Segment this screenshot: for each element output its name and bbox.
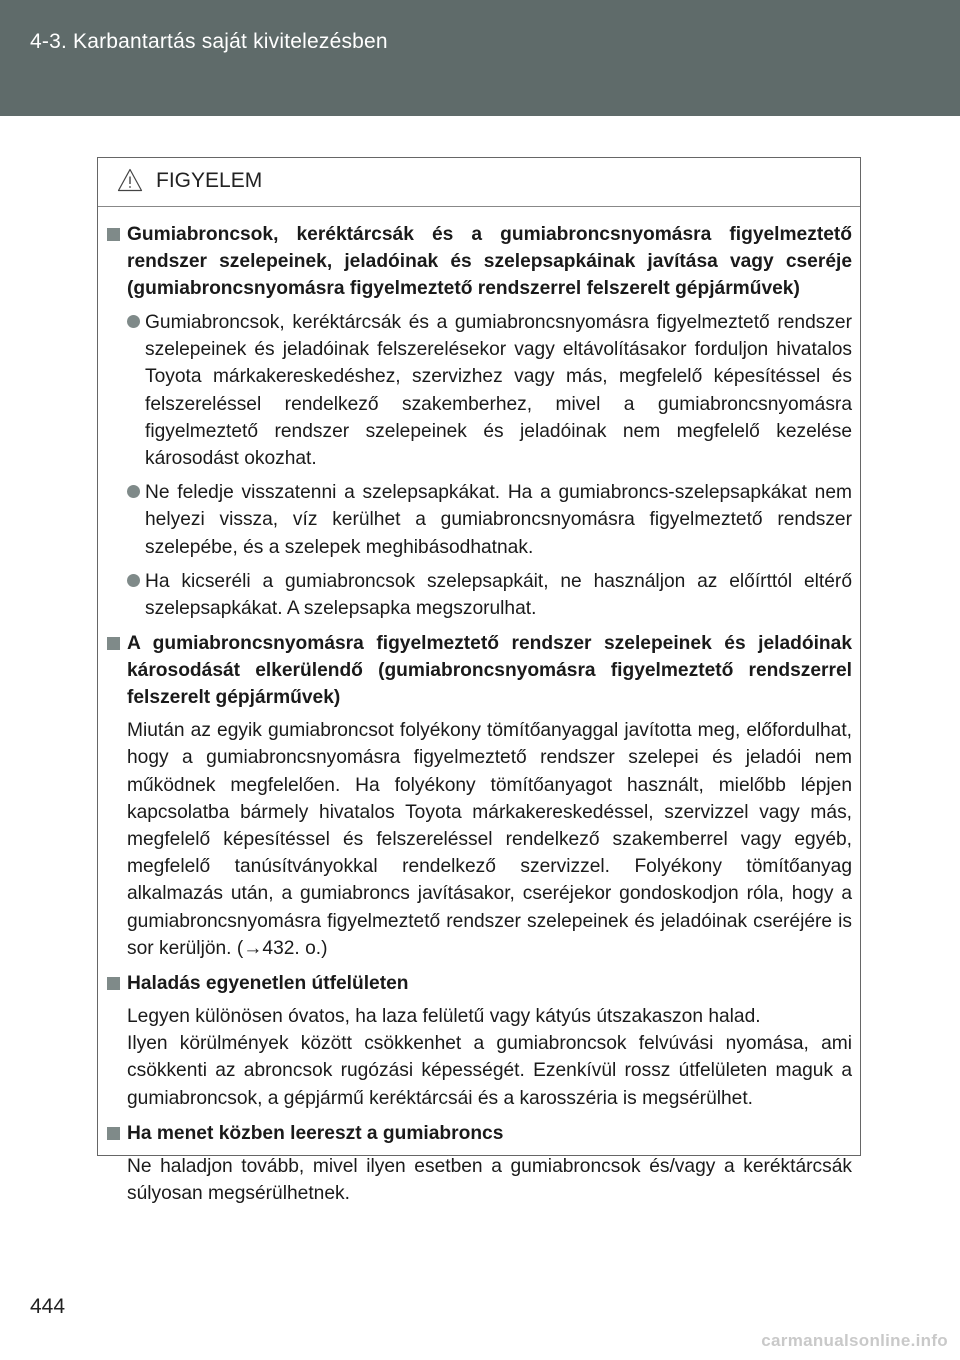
section-heading: A gumiabroncsnyomásra figyelmeztető rendszer szelepeinek és jeladóinak károsodását elkerülendő (gumiabroncsnyomásra figyelmeztető rendszerrel felszerelt gépjárművek) (127, 633, 852, 709)
warning-triangle-icon (117, 168, 143, 192)
section-paragraph: Ilyen körülmények között csökkenhet a gumiabroncsok felvúvási nyomása, ami csökkenti az abroncsok rugózási képességét. Ezenkívül rossz útfelületen maguk a gumiabroncsok, a gépjármű keréktárcsái és a karosszéria is megsérülhet. (127, 1033, 852, 1109)
square-bullet-icon (107, 1127, 120, 1140)
warning-title: FIGYELEM (156, 169, 263, 192)
warning-section (107, 221, 852, 622)
warning-box (97, 157, 861, 1205)
circle-bullet-icon (127, 315, 140, 328)
square-bullet-icon (107, 977, 120, 990)
section-paragraph: Miután az egyik gumiabroncsot folyékony tömítőanyaggal javította meg, előfordulhat, hogy a gumiabroncsnyomásra figyelmeztető rendszer szelepei és jeladói nem működnek megfelelően. Ha folyékony tömítőanyagot használt, mielőbb lépjen kapcsolatba bármely hivatalos Toyota márkakereskedéssel, szervizzel vagy más, megfelelő képesítéssel és felszereléssel rendelkező szakemberrel vagy egyéb, megfelelő tanúsítványokkal rendelkező szervizzel. Folyékony tömítőanyag alkalmazás után, a gumiabroncs javításakor, cseréjekor gondoskodjon róla, hogy a gumiabroncsnyomásra figyelmeztető rendszer szelepeinek és jeladóinak cseréjére is sor kerüljön. (→432. o.) (127, 720, 852, 959)
list-item-text: Ha kicseréli a gumiabroncsok szelepsapkáit, ne használjon az előírttól eltérő szelepsapkákat. A szelepsapka megszorulhat. (145, 570, 852, 620)
warning-section (107, 970, 852, 1112)
circle-bullet-icon (127, 485, 140, 498)
list-item (127, 309, 852, 472)
list-item (127, 479, 852, 561)
list-item-text: Gumiabroncsok, keréktárcsák és a gumiabroncsnyomásra figyelmeztető rendszer szelepeinek és jeladóinak felszerelésekor vagy eltávolításakor forduljon hivatalos Toyota márkakereskedéshez, szervizhez vagy más, megfelelő képesítéssel és felszereléssel rendelkező szakemberhez, mivel a gumiabroncsnyomásra figyelmeztető rendszer szelepeinek és jeladóinak nem megfelelő kezelése károsodást okozhat. (145, 312, 852, 470)
watermark: carmanualsonline.info (761, 1331, 948, 1350)
warning-header (98, 158, 860, 207)
warning-section (107, 630, 852, 962)
page-header (0, 0, 960, 116)
warning-section (107, 1120, 852, 1207)
section-heading: Haladás egyenetlen útfelületen (127, 973, 409, 995)
square-bullet-icon (107, 637, 120, 650)
circle-bullet-icon (127, 574, 140, 587)
page-number: 444 (30, 1295, 66, 1318)
section-heading: Gumiabroncsok, keréktárcsák és a gumiabroncsnyomásra figyelmeztető rendszer szelepeinek, jeladóinak és szelepsapkáinak javítása vagy cseréje (gumiabroncsnyomásra figyelmeztető rendszerrel felszerelt gépjárművek) (127, 224, 852, 299)
warning-body (98, 207, 860, 1207)
list-item-text: Ne feledje visszatenni a szelepsapkákat. Ha a gumiabroncs-szelepsapkákat nem helyezi vissza, víz kerülhet a gumiabroncsnyomásra figyelmeztető rendszer szelepébe, és a szelepek meghibásodhatnak. (145, 482, 852, 558)
list-item (127, 568, 852, 622)
section-paragraph: Ne haladjon tovább, mivel ilyen esetben a gumiabroncsok és/vagy a keréktárcsák súlyosan megsérülhetnek. (127, 1155, 852, 1205)
section-title: 4-3. Karbantartás saját kivitelezésben (30, 30, 388, 53)
section-heading: Ha menet közben leereszt a gumiabroncs (127, 1122, 504, 1144)
square-bullet-icon (107, 228, 120, 241)
section-paragraph: Legyen különösen óvatos, ha laza felületű vagy kátyús útszakaszon halad. (127, 1006, 761, 1028)
